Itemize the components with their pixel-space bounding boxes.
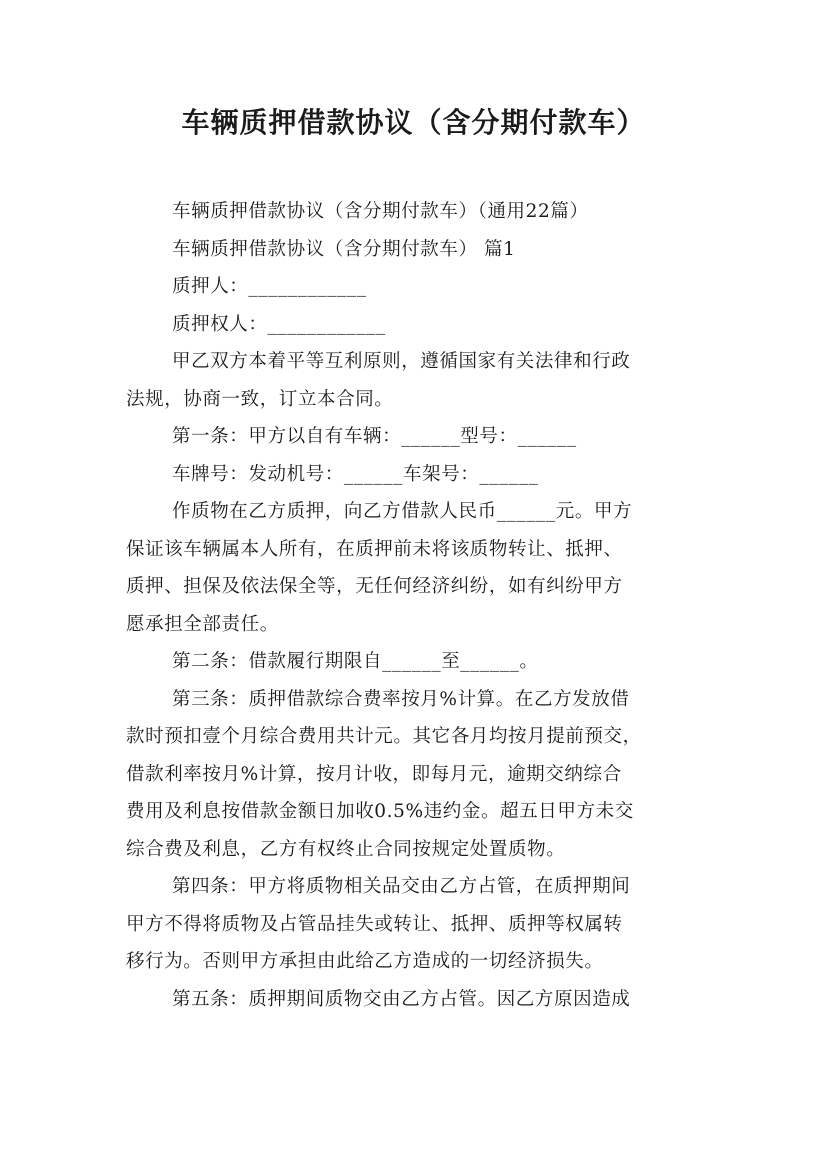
document-title: 车辆质押借款协议（含分期付款车） [181,106,646,139]
paragraph-line: 车牌号：发动机号：______车架号：______ [172,463,539,485]
paragraph-line: 作质物在乙方质押，向乙方借款人民币______元。甲方 [172,501,633,522]
paragraph-line: 第三条：质押借款综合费率按月%计算。在乙方发放借 [172,688,630,710]
paragraph-line: 费用及利息按借款金额日加收0.5%违约金。超五日甲方未交 [126,801,634,822]
paragraph-line: 第一条：甲方以自有车辆：______型号：______ [172,426,577,447]
paragraph-line: 车辆质押借款协议（含分期付款车） 篇1 [172,238,516,260]
paragraph-line: 质押权人：____________ [172,313,386,335]
paragraph-line: 甲方不得将质物及占管品挂失或转让、抵押、质押等权属转 [126,913,623,935]
paragraph-line: 愿承担全部责任。 [126,613,279,635]
paragraph-line: 第五条：质押期间质物交由乙方占管。因乙方原因造成 [172,988,631,1010]
paragraph-line: 车辆质押借款协议（含分期付款车）（通用22篇） [172,201,589,222]
paragraph-line: 法规，协商一致，订立本合同。 [126,388,394,410]
paragraph-line: 款时预扣壹个月综合费用共计元。其它各月均按月提前预交， [126,726,642,747]
document-body [126,193,716,1018]
paragraph-line: 移行为。否则甲方承担由此给乙方造成的一切经济损失。 [126,951,604,972]
paragraph-line: 第二条：借款履行期限自______至______。 [172,651,539,672]
paragraph-line: 借款利率按月%计算，按月计收，即每月元，逾期交纳综合 [126,763,622,785]
paragraph-line: 质押、担保及依法保全等，无任何经济纠纷，如有纠纷甲方 [126,576,623,597]
paragraph-line: 保证该车辆属本人所有，在质押前未将该质物转让、抵押、 [126,538,623,560]
paragraph-line: 甲乙双方本着平等互利原则，遵循国家有关法律和行政 [172,351,631,372]
paragraph-line: 综合费及利息，乙方有权终止合同按规定处置质物。 [126,838,566,860]
paragraph-line: 质押人：____________ [172,276,367,297]
paragraph-line: 第四条：甲方将质物相关品交由乙方占管，在质押期间 [172,876,631,897]
